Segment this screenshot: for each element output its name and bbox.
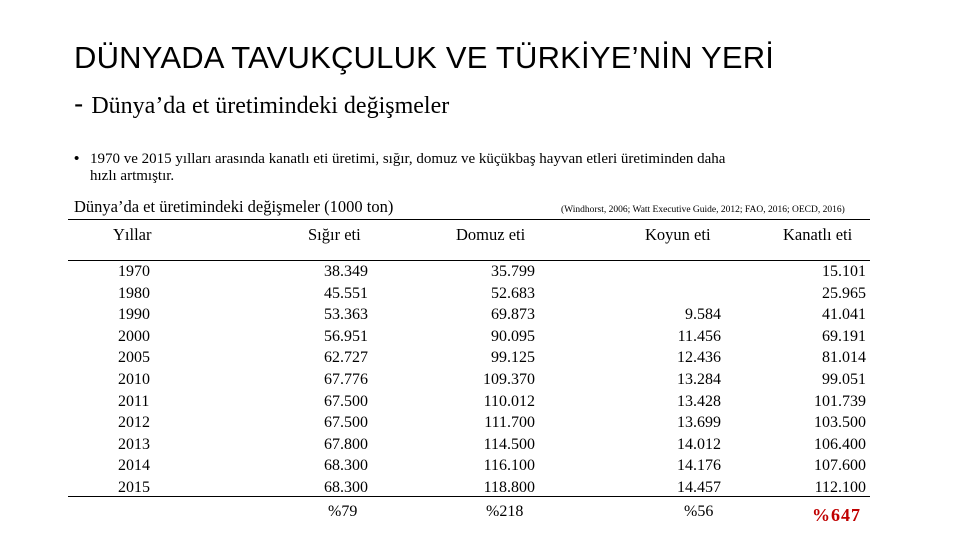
table-cell: 35.799 [491, 263, 535, 280]
table-cell: 114.500 [483, 435, 535, 453]
table-cell: 2010 [118, 370, 150, 388]
table-cell: 2014 [118, 457, 150, 475]
change-sigir: %79 [328, 503, 358, 520]
table-cell: 2012 [118, 414, 150, 432]
table-cell: 14.176 [677, 457, 721, 475]
change-koyun: %56 [684, 503, 714, 520]
table-cell: 56.951 [324, 327, 368, 345]
table-cell: 99.051 [822, 370, 866, 388]
bullet-line-2: hızlı artmıştır. [90, 168, 175, 184]
subtitle-dash: - [74, 88, 84, 119]
column-sigir [268, 261, 368, 499]
table-cell [610, 283, 721, 305]
table-cell: 2005 [118, 349, 150, 367]
bullet-point [74, 150, 874, 185]
column-domuz [420, 261, 535, 499]
table-cell: 53.363 [324, 306, 368, 324]
table-cell: 15.101 [822, 263, 866, 280]
table-cell: 13.428 [677, 392, 721, 410]
table-cell: 68.300 [324, 478, 368, 496]
table-cell: 13.699 [677, 414, 721, 432]
table-cell: 68.300 [324, 457, 368, 475]
column-koyun [610, 261, 721, 499]
table-cell: 2000 [118, 327, 150, 345]
header-years: Yıllar [113, 225, 152, 244]
table-cell: 81.014 [822, 349, 866, 367]
table-cell: 103.500 [814, 414, 866, 432]
table-cell: 110.012 [483, 392, 535, 410]
header-sigir: Sığır eti [308, 225, 361, 244]
slide-subtitle [74, 88, 449, 120]
table-cell: 2015 [118, 478, 150, 496]
bullet-line-1: 1970 ve 2015 yılları arasında kanatlı eti üretimi, sığır, domuz ve küçükbaş hayvan etleri üretiminden daha [90, 151, 726, 167]
table-cell: 67.776 [324, 370, 368, 388]
table-cell: 107.600 [814, 457, 866, 475]
table-cell: 1980 [118, 284, 150, 302]
table-cell: 52.683 [491, 284, 535, 302]
table-top-rule [68, 219, 870, 220]
table-cell: 1990 [118, 306, 150, 324]
table-cell: 69.191 [822, 327, 866, 345]
table-cell: 67.800 [324, 435, 368, 453]
table-cell: 13.284 [677, 370, 721, 388]
table-cell: 116.100 [483, 457, 535, 475]
table-cell: 1970 [118, 263, 150, 280]
header-kanatli: Kanatlı eti [783, 225, 853, 244]
bullet-icon: • [74, 150, 80, 167]
table-cell: 12.436 [677, 349, 721, 367]
table-cell: 67.500 [324, 414, 368, 432]
table-cell: 14.457 [677, 478, 721, 496]
table-cell: 45.551 [324, 284, 368, 302]
table-source: (Windhorst, 2006; Watt Executive Guide, 2012; FAO, 2016; OECD, 2016) [561, 205, 845, 215]
header-koyun: Koyun eti [645, 225, 711, 244]
header-domuz: Domuz eti [456, 225, 526, 244]
table-caption: Dünya’da et üretimindeki değişmeler (1000 ton) [74, 197, 394, 216]
table-cell: 69.873 [491, 306, 535, 324]
table-cell: 62.727 [324, 349, 368, 367]
subtitle-text: Dünya’da et üretimindeki değişmeler [91, 93, 450, 119]
table-cell: 106.400 [814, 435, 866, 453]
table-cell: 90.095 [491, 327, 535, 345]
table-cell: 112.100 [814, 478, 866, 496]
table-cell: 99.125 [491, 349, 535, 367]
change-kanatli: %647 [812, 505, 861, 525]
table-cell: 109.370 [483, 370, 535, 388]
table-cell: 14.012 [677, 435, 721, 453]
table-cell: 38.349 [324, 263, 368, 280]
table-cell: 111.700 [484, 414, 535, 432]
table-cell [610, 261, 721, 283]
change-domuz: %218 [486, 503, 524, 520]
table-cell: 25.965 [822, 284, 866, 302]
table-cell: 67.500 [324, 392, 368, 410]
table-cell: 118.800 [483, 478, 535, 496]
table-cell: 41.041 [822, 306, 866, 324]
column-kanatli [756, 261, 866, 499]
table-cell: 9.584 [685, 306, 721, 324]
table-cell: 2013 [118, 435, 150, 453]
table-cell: 2011 [118, 392, 150, 410]
slide-title: DÜNYADA TAVUKÇULUK VE TÜRKİYE’NİN YERİ [74, 40, 775, 75]
column-years [118, 261, 158, 499]
table-cell: 11.456 [677, 327, 721, 345]
table-cell: 101.739 [814, 392, 866, 410]
